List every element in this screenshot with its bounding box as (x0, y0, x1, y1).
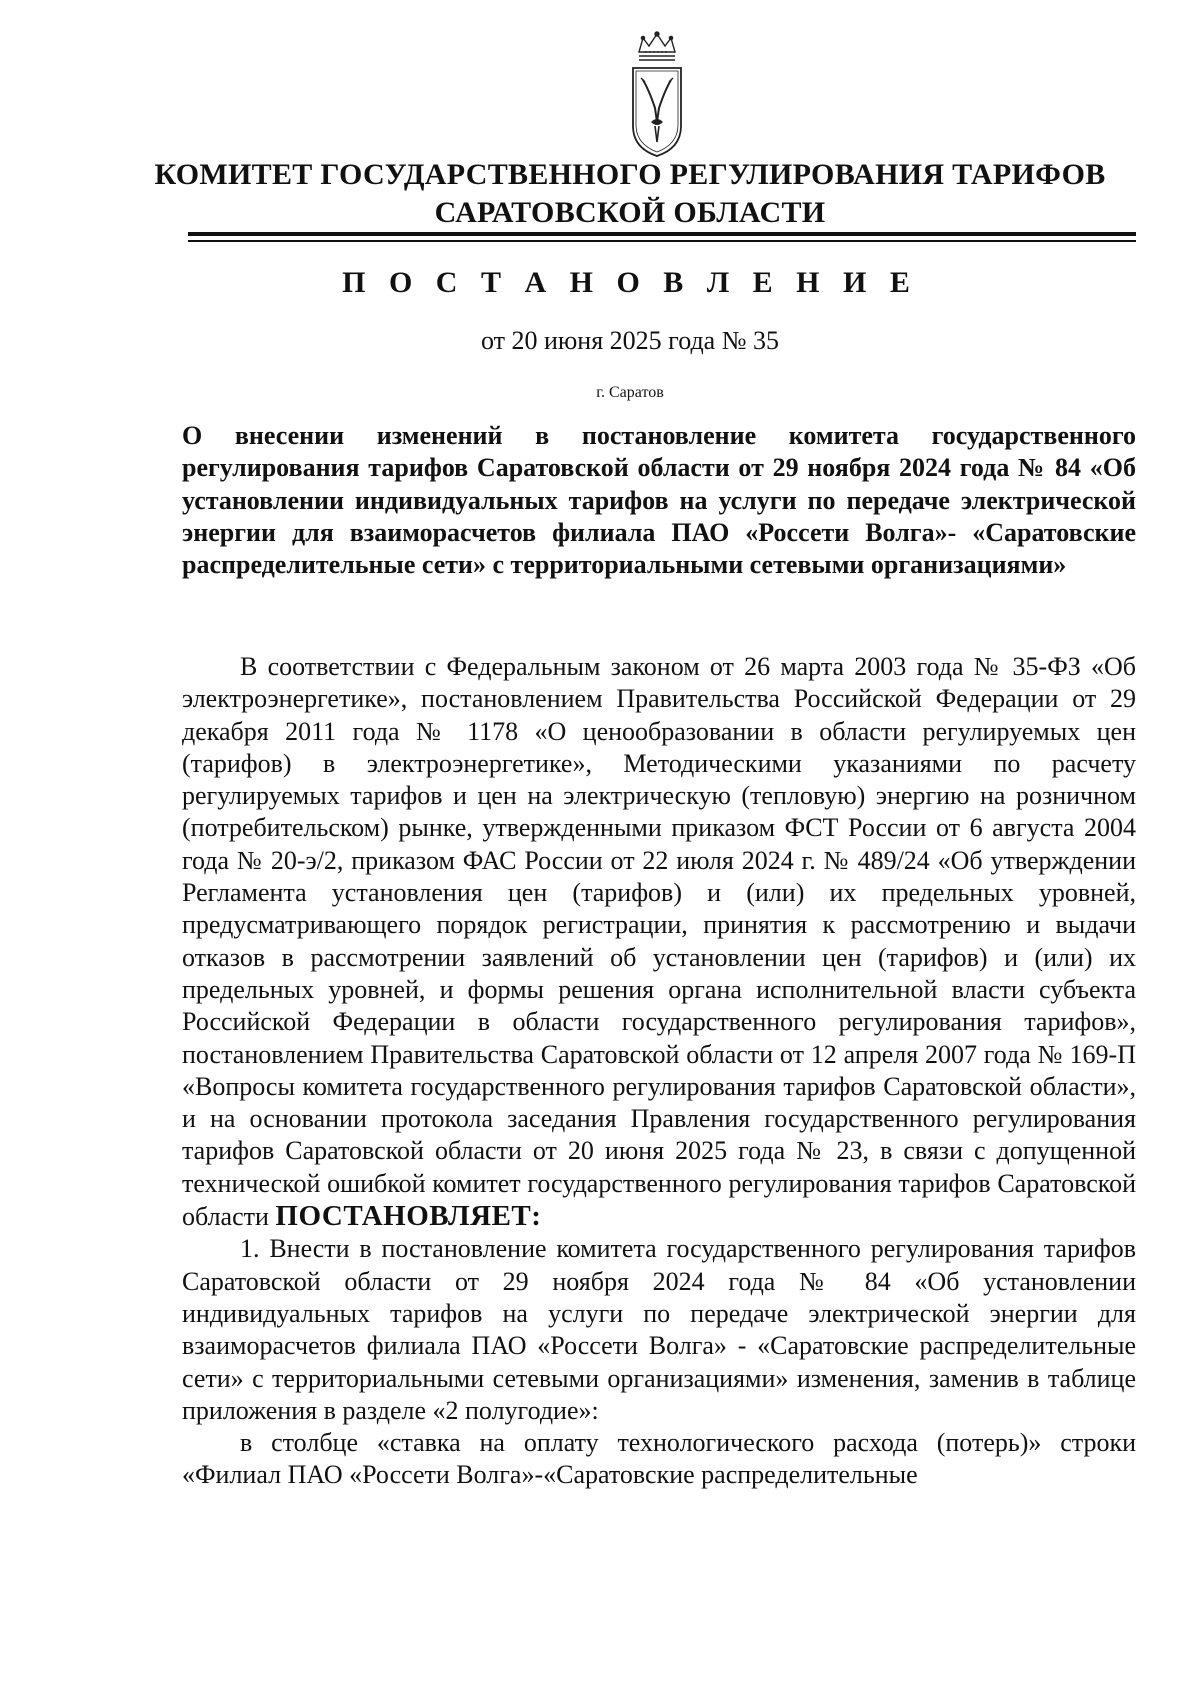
body-paragraph-3: в столбце «ставка на оплату технологического расхода (потерь)» строки «Филиал ПАО «Россети Волга»-«Саратовские распределительные (182, 1428, 1136, 1490)
paragraph-1-text: В соответствии с Федеральным законом от 26 марта 2003 года № 35-ФЗ «Об электроэнергетике», постановлением Правительства Российской Федерации от 29 декабря 2011 года № 1178 «О ценообразовании в области регулируемых цен (тарифов) в электроэнергетике», Методическими указаниями по расчету регулируемых тарифов и цен на электрическую (тепловую) энергию на розничном (потребительском) рынке, утвержденными приказом ФСТ России от 6 августа 2004 года № 20-э/2, приказом ФАС России от 22 июля 2024 г. № 489/24 «Об утверждении Регламента установления цен (тарифов) и (или) их предельных уровней, предусматривающего порядок регистрации, принятия к рассмотрению и выдачи отказов в рассмотрении заявлений об установлении цен (тарифов) и (или) их предельных уровней, и формы решения органа исполнительной власти субъекта Российской Федерации в области государственного регулирования тарифов», постановлением Правительства Саратовской области от 12 апреля 2007 года № 169-П «Вопросы комитета государственного регулирования тарифов Саратовской области», и на основании протокола заседания Правления государственного регулирования тарифов Саратовской области от 20 июня 2025 года № 23, в связи с допущенной технической ошибкой комитет государственного регулирования тарифов Саратовской области (182, 652, 1136, 1232)
document-type: П О С Т А Н О В Л Е Н И Е (342, 266, 918, 299)
body-paragraph-1 (182, 651, 1136, 1233)
saratov-coat-of-arms-icon (625, 30, 689, 170)
org-name-line-2: САРАТОВСКОЙ ОБЛАСТИ (434, 196, 826, 229)
body-paragraph-2: 1. Внести в постановление комитета государственного регулирования тарифов Саратовской области от 29 ноября 2024 года № 84 «Об установлении индивидуальных тарифов на услуги по передаче электрической энергии для взаиморасчетов филиала ПАО «Россети Волга» - «Саратовские распределительные сети» с территориальными сетевыми организациями» изменения, заменив в таблице приложения в разделе «2 полугодие»: (182, 1234, 1136, 1425)
document-date-number: от 20 июня 2025 года № 35 (480, 326, 780, 355)
header-divider-thick (188, 232, 1136, 236)
resolves-keyword: ПОСТАНОВЛЯЕТ: (275, 1200, 542, 1233)
document-city: г. Саратов (596, 384, 664, 401)
org-name-line-1: КОМИТЕТ ГОСУДАРСТВЕННОГО РЕГУЛИРОВАНИЯ ТАРИФОВ (154, 158, 1106, 191)
header-divider-thin (188, 240, 1136, 242)
document-title: О внесении изменений в постановление комитета государственного регулирования тарифов Саратовской области от 29 ноября 2024 года № 84 «Об установлении индивидуальных тарифов на услуги по передаче электрической энергии для взаиморасчетов филиала ПАО «Россети Волга»- «Саратовские распределительные сети» с территориальными сетевыми организациями» (182, 421, 1136, 580)
document-body (182, 651, 1136, 1492)
